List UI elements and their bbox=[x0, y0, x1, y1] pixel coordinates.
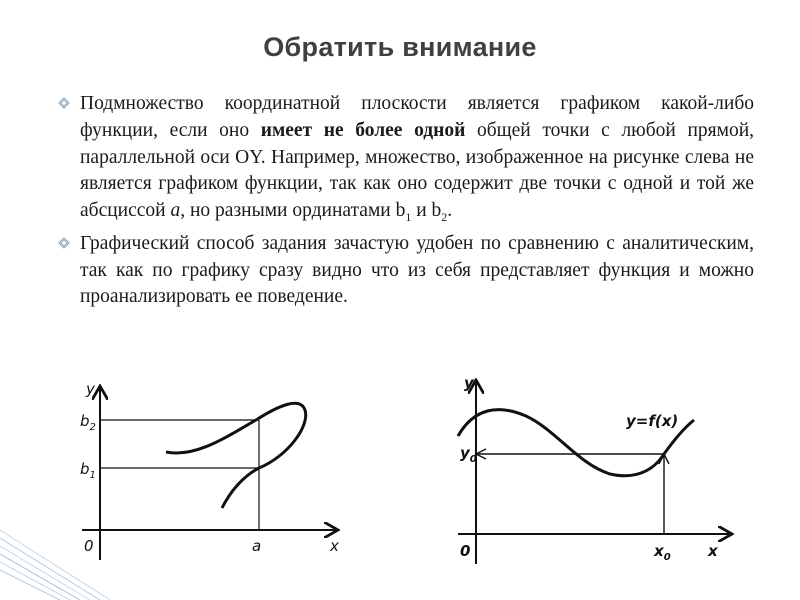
x-axis-label: x bbox=[708, 542, 718, 560]
diamond-outline-icon bbox=[58, 237, 70, 249]
right-figure bbox=[440, 368, 740, 568]
curve bbox=[166, 403, 306, 508]
bullet-item-2 bbox=[58, 231, 754, 311]
emphasis-text: имеет не более одной bbox=[260, 119, 466, 141]
y-axis-label: y bbox=[464, 374, 474, 392]
x-axis-label: x bbox=[330, 537, 339, 555]
left-figure bbox=[78, 374, 348, 564]
bullet-list bbox=[58, 91, 754, 311]
formula-label: y=f(x) bbox=[626, 412, 679, 430]
a-label: a bbox=[252, 537, 262, 555]
x0-label: $x_0$ bbox=[654, 542, 671, 563]
origin-label: 0 bbox=[460, 542, 471, 560]
y0-label: $y_0$ bbox=[460, 444, 477, 465]
b2-label: $b_2$ bbox=[80, 412, 96, 433]
diamond-outline-icon bbox=[58, 97, 70, 109]
decorative-streaks bbox=[0, 510, 110, 600]
bullet-item-1 bbox=[58, 91, 754, 231]
bullet-text-2: Графический способ задания зачастую удобен по сравнению с аналитическим, так как по графику сразу видно что из себя представляет функция и можно проанализировать ее поведение. bbox=[80, 232, 754, 308]
y-axis-label: y bbox=[86, 380, 95, 398]
slide-title: Обратить внимание bbox=[263, 32, 537, 62]
bullet-text-1: Подмножество координатной плоскости является графиком какой-либо функции, если оно имеет не более одной общей точки с любой прямой, параллельной оси OY. Например, множество, изображенное на рисунке слева не является графиком функции, так как оно содержит две точки с одной и той же абсциссой a, но разными ординатами $b_1$ и $b_2$. bbox=[80, 93, 755, 225]
b1-label: $b_1$ bbox=[80, 460, 96, 481]
origin-label: 0 bbox=[84, 537, 94, 555]
